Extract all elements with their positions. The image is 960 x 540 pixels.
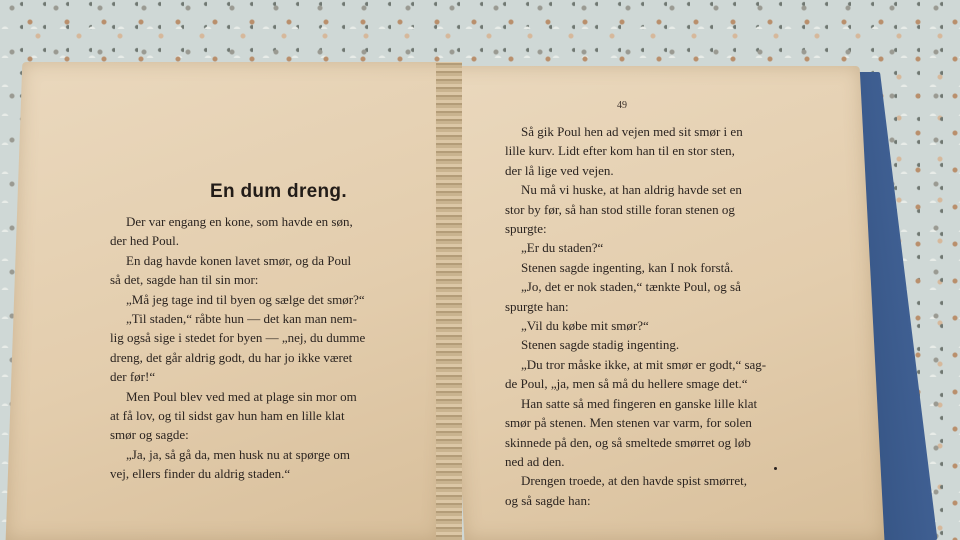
text-line: „Ja, ja, så gå da, men husk nu at spørge om — [126, 446, 350, 462]
chapter-title: En dum dreng. — [210, 181, 347, 202]
text-line: spurgte han: — [505, 298, 569, 314]
text-line: Nu må vi huske, at han aldrig havde set en — [521, 182, 742, 198]
text-line: spurgte: — [505, 221, 547, 237]
text-line: dreng, det går aldrig godt, du har jo ikke været — [110, 349, 353, 365]
text-line: Han satte så med fingeren en ganske lille klat — [521, 395, 758, 411]
text-line: „Er du staden?“ — [521, 240, 604, 256]
text-line: skinnede på den, og så smeltede smørret og løb — [505, 434, 751, 450]
text-line: „Vil du købe mit smør?“ — [521, 318, 649, 334]
text-line: Der var engang en kone, som havde en søn, — [126, 214, 353, 229]
text-line: Men Poul blev ved med at plage sin mor om — [126, 388, 357, 404]
text-line: lille kurv. Lidt efter kom han til en stor sten, — [505, 143, 735, 159]
text-line: „Må jeg tage ind til byen og sælge det smør?“ — [126, 291, 365, 307]
text-line: vej, ellers finder du aldrig staden.“ — [110, 466, 291, 482]
text-line: Stenen sagde ingenting, kan I nok forstå. — [521, 259, 734, 275]
text-line: Så gik Poul hen ad vejen med sit smør i en — [521, 124, 743, 139]
page-number: 49 — [617, 100, 627, 111]
text-line: og så sagde han: — [505, 492, 591, 508]
text-line: En dag havde konen lavet smør, og da Poul — [126, 252, 352, 268]
text-line: smør på stenen. Men stenen var varm, for solen — [505, 415, 752, 431]
book-spine-gutter — [436, 62, 462, 540]
ink-speck — [774, 467, 777, 470]
text-line: „Jo, det er nok staden,“ tænkte Poul, og så — [521, 279, 741, 295]
text-line: at få lov, og til sidst gav hun ham en lille klat — [110, 408, 345, 424]
text-line: smør og sagde: — [110, 427, 189, 443]
left-page-text — [110, 212, 400, 484]
text-line: Drengen troede, at den havde spist smørret, — [521, 473, 747, 489]
text-line: stor by før, så han stod stille foran stenen og — [505, 201, 735, 217]
text-line: de Poul, „ja, men så må du hellere smage det.“ — [505, 376, 748, 392]
right-page-text — [505, 122, 795, 510]
text-line: så det, sagde han til sin mor: — [110, 272, 259, 288]
text-line: der før!“ — [110, 369, 156, 385]
text-line: Stenen sagde stadig ingenting. — [521, 337, 680, 353]
text-line: „Til staden,“ råbte hun — det kan man nem- — [126, 311, 357, 327]
text-line: ned ad den. — [505, 453, 565, 469]
text-line: der hed Poul. — [110, 233, 179, 249]
text-line: lig også sige i stedet for byen — „nej, du dumme — [110, 330, 366, 346]
text-line: der lå lige ved vejen. — [505, 162, 614, 178]
text-line: „Du tror måske ikke, at mit smør er godt,“ sag- — [521, 356, 767, 372]
